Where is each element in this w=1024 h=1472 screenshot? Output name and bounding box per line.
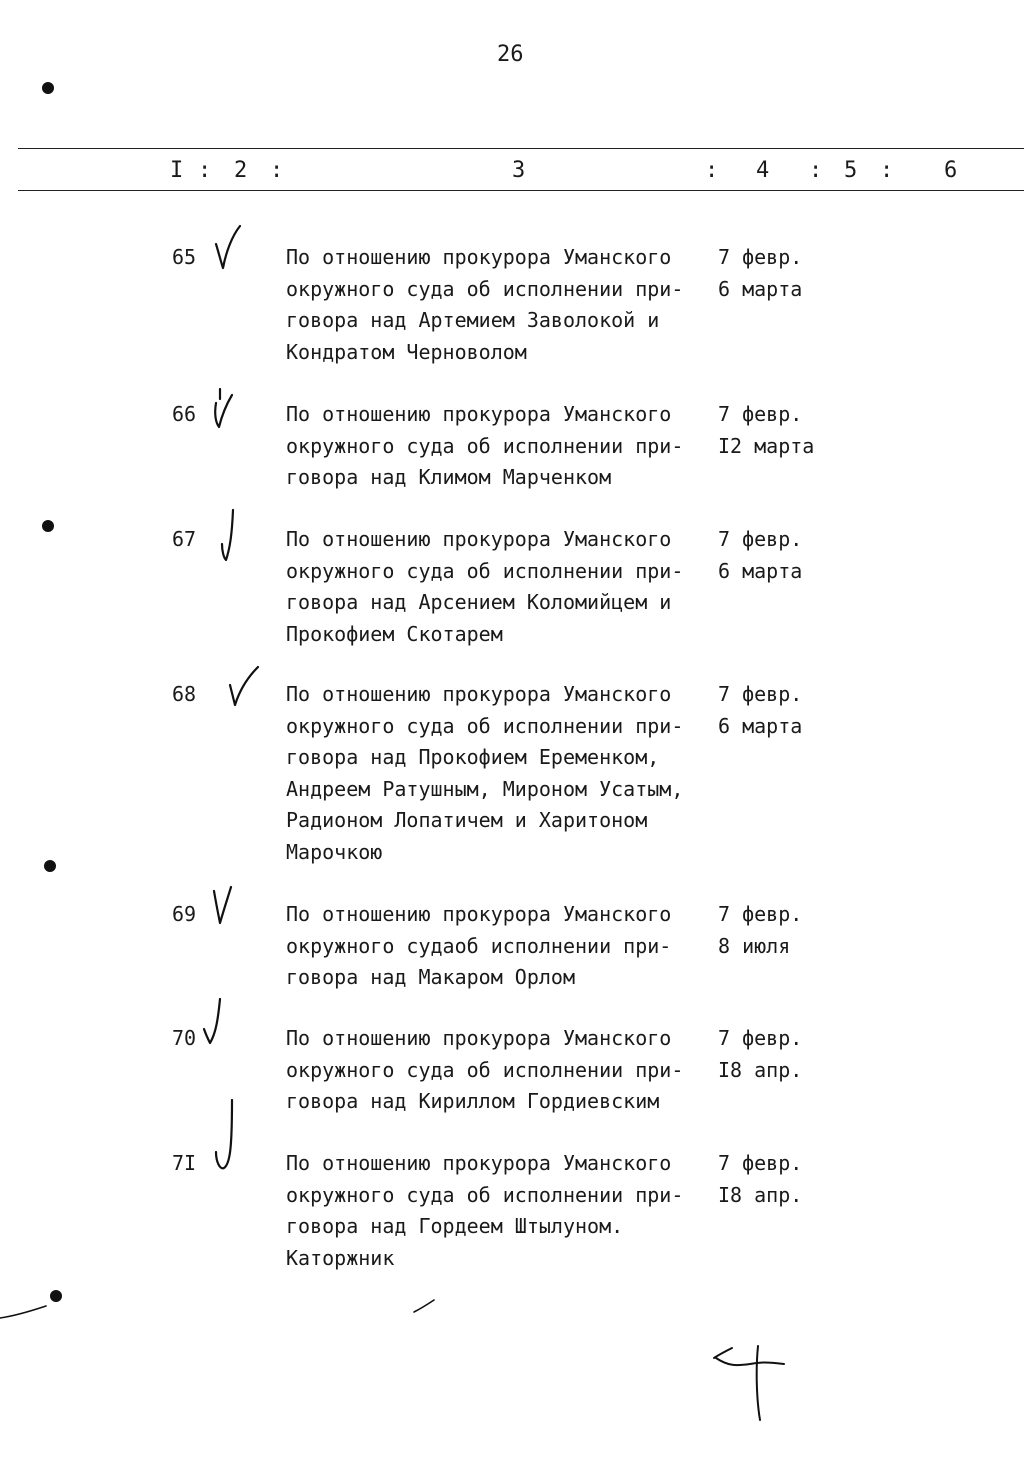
- entry-number: 65: [172, 245, 197, 269]
- entry-description: [286, 679, 716, 868]
- entry-number: 68: [172, 682, 197, 706]
- date-start: 7 февр.: [718, 682, 803, 706]
- column-separator: :: [809, 158, 823, 183]
- entry-description-line: говора над Кириллом Гордиевским: [286, 1089, 660, 1113]
- entry-description-line: Радионом Лопатичем и Харитоном: [286, 808, 648, 832]
- entry-description: [286, 899, 716, 994]
- page-number: 26: [497, 42, 524, 67]
- table-header-top-rule: [18, 148, 1024, 149]
- entry-description-line: По отношению прокурора Уманского: [286, 402, 672, 426]
- punch-hole: [44, 860, 56, 872]
- check-mark-icon: [212, 659, 268, 729]
- entry-description: [286, 1023, 716, 1118]
- entry-description-line: говора над Климом Марченком: [286, 465, 612, 489]
- table-header-bottom-rule: [18, 190, 1024, 191]
- entry-dates: [718, 524, 848, 587]
- handwritten-folio-number: [706, 1336, 802, 1432]
- column-header-3: 3: [512, 158, 526, 183]
- check-mark-icon: [212, 879, 268, 949]
- entry-description-line: По отношению прокурора Уманского: [286, 527, 672, 551]
- column-separator: :: [705, 158, 719, 183]
- column-header-1: I: [170, 158, 184, 183]
- entry-description-line: говора над Макаром Орлом: [286, 965, 575, 989]
- entry-dates: [718, 1148, 848, 1211]
- date-end: I8 апр.: [718, 1057, 803, 1082]
- column-header-6: 6: [944, 158, 958, 183]
- date-end: 6 марта: [718, 276, 803, 301]
- column-separator: :: [198, 158, 212, 183]
- entry-description-line: окружного суда об исполнении при-: [286, 1182, 684, 1207]
- entry-description-line: окружного суда об исполнении при-: [286, 1057, 684, 1082]
- column-header-4: 4: [756, 158, 770, 183]
- entry-description: [286, 242, 716, 368]
- date-end: I8 апр.: [718, 1182, 803, 1207]
- date-start: 7 февр.: [718, 527, 803, 551]
- column-separator: :: [270, 158, 284, 183]
- check-mark-icon: [212, 222, 268, 292]
- entry-description-line: Прокофием Скотарем: [286, 621, 503, 646]
- entry-number: 67: [172, 527, 197, 551]
- stray-pencil-stroke: [0, 1300, 60, 1330]
- entry-dates: [718, 679, 848, 742]
- column-separator: :: [880, 158, 894, 183]
- entry-number: 70: [172, 1026, 197, 1050]
- entry-number: 66: [172, 402, 197, 426]
- entry-description: [286, 1148, 716, 1274]
- column-header-2: 2: [234, 158, 248, 183]
- entry-description-line: По отношению прокурора Уманского: [286, 902, 672, 926]
- entry-dates: [718, 899, 848, 962]
- stray-pencil-stroke: [410, 1296, 440, 1316]
- entry-description-line: Кондратом Черноволом: [286, 339, 527, 364]
- check-mark-icon: [212, 1128, 268, 1198]
- entry-dates: [718, 399, 848, 462]
- entry-description: [286, 399, 716, 494]
- entry-dates: [718, 242, 848, 305]
- date-start: 7 февр.: [718, 245, 803, 269]
- entry-description-line: Каторжник: [286, 1245, 395, 1270]
- entry-description-line: окружного суда об исполнении при-: [286, 276, 684, 301]
- punch-hole: [42, 82, 54, 94]
- entry-description-line: окружного суда об исполнении при-: [286, 558, 684, 583]
- entry-description-line: говора над Гордеем Штылуном.: [286, 1214, 624, 1238]
- entry-dates: [718, 1023, 848, 1086]
- entry-description-line: говора над Прокофием Еременком,: [286, 745, 660, 769]
- check-mark-icon: [212, 504, 268, 574]
- entry-description-line: говора над Артемием Заволокой и: [286, 308, 660, 332]
- date-end: 8 июля: [718, 933, 791, 958]
- check-mark-icon: [212, 379, 268, 449]
- date-start: 7 февр.: [718, 1026, 803, 1050]
- entry-description-line: Марочкою: [286, 839, 383, 864]
- entry-description-line: По отношению прокурора Уманского: [286, 245, 672, 269]
- entry-description-line: окружного судаоб исполнении при-: [286, 933, 672, 958]
- date-end: 6 марта: [718, 558, 803, 583]
- check-mark-icon: [212, 1003, 268, 1073]
- date-start: 7 февр.: [718, 402, 803, 426]
- entry-description-line: окружного суда об исполнении при-: [286, 433, 684, 458]
- column-header-5: 5: [844, 158, 858, 183]
- entry-description-line: По отношению прокурора Уманского: [286, 1026, 672, 1050]
- entry-description: [286, 524, 716, 650]
- punch-hole: [42, 520, 54, 532]
- entry-description-line: Андреем Ратушным, Мироном Усатым,: [286, 776, 684, 801]
- entry-description-line: окружного суда об исполнении при-: [286, 713, 684, 738]
- date-start: 7 февр.: [718, 1151, 803, 1175]
- date-start: 7 февр.: [718, 902, 803, 926]
- entry-number: 69: [172, 902, 197, 926]
- entry-description-line: По отношению прокурора Уманского: [286, 682, 672, 706]
- entry-number: 7I: [172, 1151, 197, 1175]
- entry-description-line: По отношению прокурора Уманского: [286, 1151, 672, 1175]
- date-end: I2 марта: [718, 433, 815, 458]
- date-end: 6 марта: [718, 713, 803, 738]
- entry-description-line: говора над Арсением Коломийцем и: [286, 590, 672, 614]
